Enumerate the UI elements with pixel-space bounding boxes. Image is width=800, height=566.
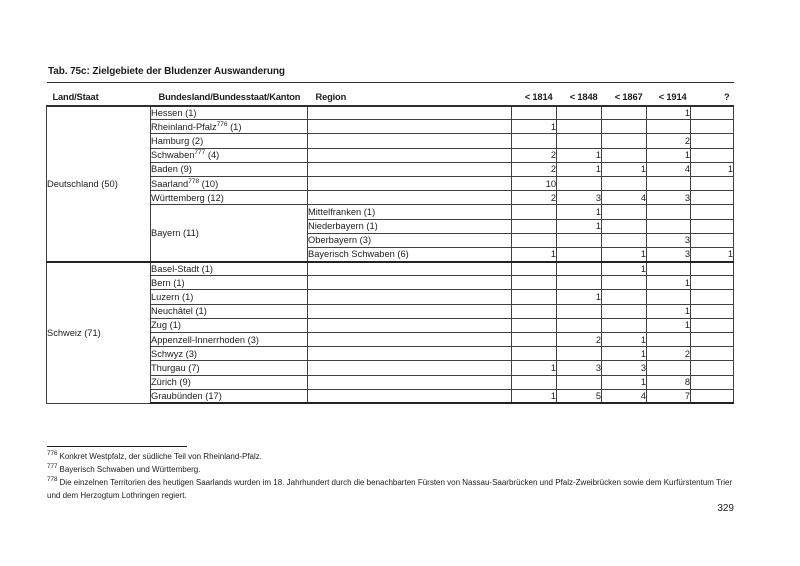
- cell-state: Graubünden (17): [151, 389, 308, 403]
- cell-value: [557, 276, 602, 290]
- cell-region: [308, 176, 512, 190]
- cell-value: 1: [557, 162, 602, 176]
- cell-value: 3: [557, 191, 602, 205]
- table-row: [47, 347, 734, 361]
- col-header-unknown: ?: [691, 83, 734, 106]
- cell-value: [557, 120, 602, 134]
- cell-value: 1: [557, 205, 602, 219]
- cell-state: Basel-Stadt (1): [151, 262, 308, 276]
- cell-value: [647, 176, 691, 190]
- table-row: [47, 290, 734, 304]
- cell-value: 2: [512, 148, 557, 162]
- cell-value: 1: [512, 120, 557, 134]
- cell-state: Rheinland-Pfalz$^{776}$ (1): [151, 120, 308, 134]
- cell-value: [512, 290, 557, 304]
- cell-region: [308, 347, 512, 361]
- table-header: [47, 83, 734, 106]
- cell-value: [691, 347, 734, 361]
- footnote-marker: 778: [47, 476, 58, 484]
- footnote-text: Konkret Westpfalz, der südliche Teil von Rheinland-Pfalz.: [59, 452, 262, 461]
- cell-value: [647, 333, 691, 347]
- cell-value: [602, 106, 647, 120]
- table-row: [47, 148, 734, 162]
- cell-state: Baden (9): [151, 162, 308, 176]
- cell-value: [557, 247, 602, 261]
- cell-region: Oberbayern (3): [308, 233, 512, 247]
- cell-value: 10: [512, 176, 557, 190]
- footnote-ref: 778: [188, 177, 200, 185]
- cell-value: [557, 176, 602, 190]
- table-title: Tab. 75c: Zielgebiete der Bludenzer Auswanderung: [48, 66, 285, 77]
- cell-value: 1: [691, 247, 734, 261]
- footnote: [47, 450, 739, 463]
- cell-value: 2: [512, 162, 557, 176]
- cell-value: [647, 120, 691, 134]
- cell-region: [308, 290, 512, 304]
- cell-value: [691, 106, 734, 120]
- cell-value: [691, 219, 734, 233]
- col-header-1914: < 1914: [647, 83, 691, 106]
- cell-state: Saarland$^{778}$ (10): [151, 176, 308, 190]
- page-number: 329: [717, 503, 734, 514]
- table-row: [47, 333, 734, 347]
- cell-value: 1: [691, 162, 734, 176]
- cell-value: [557, 233, 602, 247]
- table-row: [47, 375, 734, 389]
- cell-region: Mittelfranken (1): [308, 205, 512, 219]
- cell-value: 1: [647, 148, 691, 162]
- cell-state: Hamburg (2): [151, 134, 308, 148]
- cell-region: [308, 148, 512, 162]
- footnote-separator: [47, 446, 187, 447]
- cell-value: 5: [557, 389, 602, 403]
- cell-value: [691, 304, 734, 318]
- cell-value: [647, 361, 691, 375]
- cell-value: [602, 148, 647, 162]
- cell-value: [602, 290, 647, 304]
- cell-value: [512, 304, 557, 318]
- cell-value: [691, 333, 734, 347]
- cell-land: Schweiz (71): [47, 262, 151, 404]
- cell-value: [647, 290, 691, 304]
- cell-region: [308, 389, 512, 403]
- cell-value: [512, 106, 557, 120]
- cell-value: [557, 304, 602, 318]
- cell-region: Niederbayern (1): [308, 219, 512, 233]
- cell-value: [691, 361, 734, 375]
- cell-value: [691, 191, 734, 205]
- cell-value: 1: [602, 333, 647, 347]
- footnote-ref: 776: [216, 120, 228, 128]
- cell-value: [512, 375, 557, 389]
- cell-value: [602, 120, 647, 134]
- cell-value: [602, 176, 647, 190]
- cell-value: [512, 205, 557, 219]
- cell-value: [512, 262, 557, 276]
- cell-region: [308, 120, 512, 134]
- cell-value: 4: [647, 162, 691, 176]
- cell-value: 1: [557, 290, 602, 304]
- cell-value: 3: [557, 361, 602, 375]
- table-row: [47, 162, 734, 176]
- col-header-1867: < 1867: [602, 83, 647, 106]
- cell-region: [308, 162, 512, 176]
- cell-value: [602, 276, 647, 290]
- footnote-marker: 776: [47, 450, 58, 458]
- cell-region: [308, 262, 512, 276]
- cell-value: [691, 120, 734, 134]
- footnote-ref: 777: [194, 149, 206, 157]
- footnote: [47, 476, 739, 502]
- footnote-marker: 777: [47, 463, 58, 471]
- cell-value: 3: [602, 361, 647, 375]
- cell-state: Schwaben$^{777}$ (4): [151, 148, 308, 162]
- table-row: [47, 304, 734, 318]
- cell-value: [602, 318, 647, 332]
- cell-state: Luzern (1): [151, 290, 308, 304]
- cell-value: 7: [647, 389, 691, 403]
- cell-value: [512, 134, 557, 148]
- cell-value: [691, 276, 734, 290]
- cell-value: 1: [512, 361, 557, 375]
- cell-value: 1: [512, 389, 557, 403]
- cell-value: [602, 134, 647, 148]
- table-row: [47, 134, 734, 148]
- cell-value: [512, 219, 557, 233]
- cell-value: [691, 262, 734, 276]
- cell-value: 4: [602, 389, 647, 403]
- cell-value: [557, 134, 602, 148]
- emigration-table: [46, 82, 734, 404]
- cell-value: [512, 233, 557, 247]
- cell-value: [691, 205, 734, 219]
- cell-value: [602, 304, 647, 318]
- cell-state: Zürich (9): [151, 375, 308, 389]
- cell-region: [308, 134, 512, 148]
- cell-value: [512, 347, 557, 361]
- cell-state: Zug (1): [151, 318, 308, 332]
- cell-value: 3: [647, 233, 691, 247]
- cell-value: [647, 219, 691, 233]
- cell-value: 1: [602, 375, 647, 389]
- cell-land: Deutschland (50): [47, 106, 151, 262]
- cell-region: [308, 276, 512, 290]
- cell-value: [691, 134, 734, 148]
- cell-value: 1: [557, 148, 602, 162]
- table-row: [47, 389, 734, 403]
- cell-value: 4: [602, 191, 647, 205]
- cell-region: [308, 191, 512, 205]
- cell-value: [647, 262, 691, 276]
- cell-value: [691, 176, 734, 190]
- cell-value: 1: [647, 304, 691, 318]
- cell-value: [691, 375, 734, 389]
- footnote: [47, 463, 739, 476]
- table-row: [47, 176, 734, 190]
- cell-region: [308, 304, 512, 318]
- table-row: [47, 191, 734, 205]
- cell-region: [308, 361, 512, 375]
- footnotes: [47, 450, 739, 502]
- cell-state: Schwyz (3): [151, 347, 308, 361]
- col-header-bundesland: Bundesland/Bundesstaat/Kanton: [151, 83, 308, 106]
- cell-value: [602, 219, 647, 233]
- cell-value: 2: [512, 191, 557, 205]
- cell-value: 1: [602, 162, 647, 176]
- cell-value: 8: [647, 375, 691, 389]
- cell-region: [308, 375, 512, 389]
- cell-value: [691, 233, 734, 247]
- table-row: [47, 361, 734, 375]
- cell-value: 3: [647, 191, 691, 205]
- cell-value: [691, 318, 734, 332]
- cell-value: [557, 262, 602, 276]
- table-row: [47, 106, 734, 120]
- cell-state: Appenzell-Innerrhoden (3): [151, 333, 308, 347]
- cell-state: Neuchâtel (1): [151, 304, 308, 318]
- table-row: [47, 318, 734, 332]
- table-row: [47, 276, 734, 290]
- cell-value: [691, 290, 734, 304]
- footnote-text: Bayerisch Schwaben und Württemberg.: [59, 465, 201, 474]
- cell-region: [308, 318, 512, 332]
- cell-region: [308, 106, 512, 120]
- cell-value: [691, 148, 734, 162]
- cell-value: 1: [647, 106, 691, 120]
- table-row: [47, 205, 734, 219]
- cell-value: [602, 205, 647, 219]
- table-row: [47, 120, 734, 134]
- cell-value: 1: [512, 247, 557, 261]
- cell-value: 2: [647, 134, 691, 148]
- cell-value: [512, 318, 557, 332]
- cell-value: 1: [602, 247, 647, 261]
- cell-value: [691, 389, 734, 403]
- cell-value: 1: [602, 262, 647, 276]
- cell-value: [557, 106, 602, 120]
- cell-value: 1: [647, 318, 691, 332]
- cell-state: Bern (1): [151, 276, 308, 290]
- cell-value: 2: [557, 333, 602, 347]
- col-header-1848: < 1848: [557, 83, 602, 106]
- cell-region: [308, 333, 512, 347]
- footnote-text: Die einzelnen Territorien des heutigen Saarlands wurden im 18. Jahrhundert durch die benachbarten Fürsten von Nassau-Saarbrücken und Pfalz-Zweibrücken sowie dem Kurfürstentum Trier und dem Herzogtum Lothringen regiert.: [47, 478, 733, 500]
- col-header-land-staat: Land/Staat: [47, 83, 151, 106]
- cell-value: 2: [647, 347, 691, 361]
- cell-value: [647, 205, 691, 219]
- cell-state: Württemberg (12): [151, 191, 308, 205]
- cell-value: [512, 276, 557, 290]
- cell-value: [602, 233, 647, 247]
- cell-value: [512, 333, 557, 347]
- table-body: [47, 106, 734, 404]
- table-row: [47, 262, 734, 276]
- cell-value: 1: [557, 219, 602, 233]
- cell-value: 1: [602, 347, 647, 361]
- cell-value: 3: [647, 247, 691, 261]
- cell-value: [557, 318, 602, 332]
- cell-state: Thurgau (7): [151, 361, 308, 375]
- cell-state: Bayern (11): [151, 205, 308, 262]
- header-row: [47, 83, 734, 106]
- cell-state: Hessen (1): [151, 106, 308, 120]
- col-header-region: Region: [308, 83, 512, 106]
- cell-value: [557, 347, 602, 361]
- cell-value: 1: [647, 276, 691, 290]
- cell-value: [557, 375, 602, 389]
- col-header-1814: < 1814: [512, 83, 557, 106]
- cell-region: Bayerisch Schwaben (6): [308, 247, 512, 261]
